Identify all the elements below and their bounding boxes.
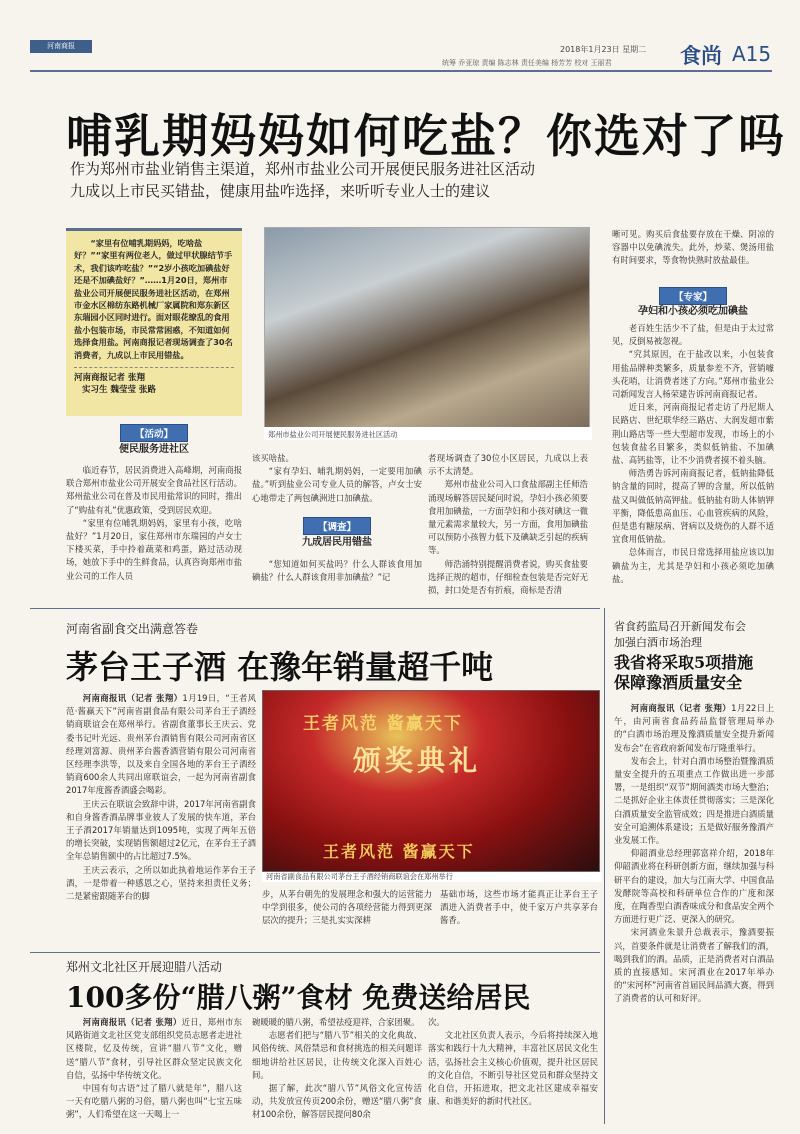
laba-kicker: 郑州文北社区开展迎腊八活动: [66, 960, 223, 974]
maotai-para-3: 王庆云表示，之所以如此执着地运作茅台王子酒，一是带着一种感恩之心，坚持来担责任义务；二是紧密跟随茅台的脚: [66, 864, 256, 902]
sidebar-headline-1: 我省将采取5项措施: [614, 653, 754, 672]
community-event-photo: [264, 227, 590, 429]
tag-activity-label: 【活动】: [120, 424, 188, 442]
main-column-2b: [252, 558, 422, 584]
maotai-column-3: [440, 888, 598, 928]
maotai-byline: 河南商报讯（记者 张翔）: [82, 693, 183, 703]
section-logo-text: 河南商报: [47, 42, 75, 50]
maotai-column-2: [262, 888, 432, 928]
lead-text: “家里有位哺乳期妈妈，吃啥盐好？”“家里有两位老人，做过甲状腺结节手术，我们该咋吃盐？”“2岁小孩吃加碘盐好还是不加碘盐好？”……1月20日，郑州市盐业公司开展便民服务进社区活动，在郑州市金水区棉纺东路机械厂家属院和郑东新区东瑞园小区同时进行。面对眼花缭乱的食用盐小包装市场，市民常常困惑，不知道如何选择食用盐。河南商报记者现场调查了30名消费者，九成以上市民用错盐。: [74, 238, 233, 360]
laba-para-1: [66, 1016, 242, 1082]
sidebar-para-3: 仰韶酒业总经理郭富祥介绍，2018年仰韶酒业将在科研创新方面，继续加强与科研平台的建设，加大与江南大学、中国食品发酵院等高校和科研单位合作的广度和深度，在陶香型白酒香味成分和食品安全两个方面进行更广泛、更深入的研究。: [614, 848, 774, 925]
laba-column-1: [66, 1016, 242, 1122]
laba-para-1-text: 近日，郑州市东风路街道文北社区党支部组织党员志愿者走进社区楼院，忆及传统，宣讲“腊八节”文化，赠送“腊八节”食材，引导社区群众坚定民族文化自信，弘扬中华传统文化。: [66, 1017, 242, 1080]
maotai-col3-para: 基础市场，这些市场才能真正让茅台王子酒进入消费者手中，使千家万户共享茅台酱香。: [440, 889, 598, 926]
section-logo: [30, 40, 92, 53]
maotai-col2-para: 步，从茅台朝先的发展理念和强大的运营能力中学到很多，使公司的各项经营能力得到更深层次的提升；三是扎实实深耕: [262, 889, 432, 926]
expert-title: 孕妇和小孩必须吃加碘盐: [638, 306, 748, 317]
header-credits: 统筹 乔亚琼 责编 陈志林 责任美编 杨芳芳 校对 王丽君: [442, 59, 612, 67]
main-column-1: [66, 464, 242, 583]
laba-col2-para-1: 碗暖暖的腊八粥，希望祛疫迎祥，合家团聚。: [252, 1017, 420, 1027]
maotai-photo-caption: 河南省副食品有限公司茅台王子酒经销商联谊会在郑州举行: [262, 872, 602, 882]
col4-para-4: 近日来，河南商报记者走访了丹尼斯人民路店、世纪联华经三路店、大润发超市紫荆山路店等一些大型超市发现，市场上的小包装食盐名目繁多，类似低钠盐、不加碘盐、高钙盐等，让不少消费者摸不着头脑。: [612, 402, 774, 466]
maotai-para-2: 王庆云在联谊会致辞中讲，2017年河南省副食和自身酱香酒品牌事业彼人了发展的快车道，茅台王子酒2017年销量达到1095吨，实现了两年五倍的增长突破，实现销售额超过2亿元，在茅台王子酒全年总销售额中的占比超过7.5%。: [66, 798, 256, 862]
laba-headline: 100多份“腊八粥”食材 免费送给居民: [66, 981, 531, 1014]
main-headline: 哺乳期妈妈如何吃盐？你选对了吗: [66, 109, 786, 163]
tag-expert-label: 【专家】: [659, 287, 727, 305]
maotai-column-1: [66, 692, 256, 903]
section-name: 食尚: [680, 43, 722, 68]
maotai-event-photo: [262, 690, 600, 872]
col2-para-2: “家有孕妇、哺乳期妈妈，一定要用加碘盐。”听到盐业公司专业人员的解答，卢女士安心地带走了两包碘洲进口加碘盐。: [252, 466, 422, 503]
section-rule-2: [30, 952, 600, 953]
maotai-kicker: 河南省副食交出满意答卷: [66, 622, 199, 636]
sidebar-para-2: 发布会上，针对白酒市场整治暨豫酒质量安全提升的五项重点工作做出进一步部署，一是组织“双节”期间酒类市场大整治；二是抓好企业主体责任贯彻落实；三是深化白酒质量安全监管成效；四是推进白酒质量安全可追溯体系建设；五是做好服务豫酒产业发展工作。: [614, 755, 774, 846]
laba-col3-para-1: 次。: [428, 1017, 445, 1027]
col1-para-2: “家里有位哺乳期妈妈，家里有小孩，吃啥盐好？”1月20日，家住郑州市东瑞园的卢女士下楼买菜，手中拎着蔬菜和鸡蛋，路过活动现场，她放下手中的生鲜食品，认真咨询郑州市盐业公司的工作人员: [66, 517, 242, 581]
photo-banner-center: 颁奖典礼: [353, 744, 482, 777]
laba-col2-para-3: 据了解，此次“腊八节”风俗文化宣传活动，共发放宣传页200余份，赠送“腊八粥”食材100余份，解答居民提问80余: [252, 1083, 422, 1120]
photo-banner-bottom: 王者风范 酱赢天下: [323, 842, 475, 861]
maotai-headline: 茅台王子酒 在豫年销量超千吨: [66, 648, 494, 686]
byline-reporter: 河南商报记者 张翔: [74, 373, 145, 384]
main-subhead-1: 作为郑州市盐业销售主渠道，郑州市盐业公司开展便民服务进社区活动: [70, 160, 536, 178]
main-column-4b: [612, 322, 774, 586]
sidebar-byline: 河南商报讯（记者 张翔）: [630, 703, 732, 713]
tag-activity: [66, 422, 242, 442]
laba-column-2: [252, 1016, 422, 1122]
activity-title: 便民服务进社区: [119, 444, 189, 455]
col3-para-1: 者现场调查了30位小区居民，九成以上表示不太清楚。: [428, 453, 588, 477]
header-rule: [30, 70, 772, 72]
tag-survey-label: 【调查】: [303, 517, 371, 535]
page-number: A15: [732, 42, 772, 66]
sidebar-kicker-2: 加强白酒市场治理: [614, 636, 702, 649]
laba-para-2: 中国有句古语“过了腊八就是年”，腊八这一天有吃腊八粥的习俗，腊八粥也叫“七宝五味粥”，人们希望在这一天喝上一: [66, 1083, 242, 1120]
vertical-rule: [604, 608, 605, 1124]
laba-column-3: [428, 1016, 598, 1108]
col4-para-1: 晰可见。购买后食盐要存放在干燥、阴凉的容器中以免碘流失。此外，炒菜、煲汤用盐有时间要求，等食物快熟时放盐最佳。: [612, 229, 774, 266]
col3-para-3: 师浩涌特别提醒消费者说，购买食盐要选择正规的超市，仔细检查包装是否完好无损，封口处是否有折痕，商标是否清: [428, 558, 588, 596]
sidebar-para-1-text: 1月22日上午，由河南省食品药品监督管理局举办的“白酒市场治理及豫酒质量安全提升新闻发布会”在省政府新闻发布厅隆重举行。: [614, 703, 774, 753]
section-rule-1: [30, 608, 600, 609]
main-column-4: [612, 228, 774, 268]
main-subhead-2: 九成以上市民买错盐，健康用盐咋选择，来听听专业人士的建议: [70, 182, 491, 200]
laba-byline: 河南商报讯（记者 张翔）: [82, 1017, 182, 1027]
photo-banner-top: 王者风范 酱赢天下: [303, 714, 463, 734]
main-column-2: [252, 452, 422, 505]
lead-box: [66, 228, 242, 416]
col4-para-5: 师浩勇告诉河南商报记者，低钠盐降低钠含量的同时，提高了钾的含量，所以低钠盐又叫做低钠高钾盐。低钠盐有助人体钠钾平衡，降低患高血压、心血管疾病的风险，但是患有糖尿病、肾病以及烧伤的人群不适宜食用低钠盐。: [612, 468, 774, 545]
sidebar-headline-2: 保障豫酒质量安全: [614, 673, 743, 692]
col1-para-1: 临近春节，居民消费进入高峰期，河南商报联合郑州市盐业公司开展安全食品社区行活动。郑州盐业公司在普及市民用盐常识的同时，推出了“购盐有礼”优惠政策，受到居民欢迎。: [66, 465, 242, 515]
sidebar-kicker-1: 省食药监局召开新闻发布会: [614, 620, 746, 633]
col4-para-6: 总体而言，市民日常选择用盐应该以加碘盐为主，尤其是孕妇和小孩必须吃加碘盐。: [612, 547, 774, 584]
header-meta: 2018年1月23日 星期二: [560, 45, 647, 54]
survey-title: 九成居民用错盐: [302, 537, 372, 548]
laba-col3-para-2: 文北社区负责人表示，今后将持续深入地落实和践行十九大精神，丰富社区居民文化生活，弘扬社会主义核心价值观，提升社区居民的文化自信，不断引导社区党员和群众坚持文化自信，开拓进取，把文北社区建成幸福安康、和谐美好的新时代社区。: [428, 1030, 598, 1107]
laba-col2-para-2: 志愿者们把与“腊八节”相关的文化典故、风俗传统、风俗禁忌和食材挑选的相关问题详细地讲给社区居民，让传统文化深入百姓心间。: [252, 1030, 422, 1080]
tag-survey: [252, 515, 422, 535]
col3-para-2: 郑州市盐业公司入口食盐部副主任师浩涌现场解答居民疑问时说，孕妇小孩必须要食用加碘盐，一方面孕妇和小孩对碘这一微量元素需求量较大，另一方面，食用加碘盐可以预防小孩智力低下及碘缺乏引起的疾病等。: [428, 479, 588, 556]
maotai-para-1-text: 1月19日，“王者风范·酱赢天下”河南省副食品有限公司茅台王子酒经销商联谊会在郑州举行。省副食董事长王庆云、党委书记叶光远、贵州茅台酒销售有限公司河南省区经理刘富源、贵州茅台酱香酒营销有限公司河南省区经理李洪等，以及来自全国各地的茅台王子酒经销商600余人共同出席联谊会，一起为河南省副食2017年度酱香酒盛会喝彩。: [66, 693, 256, 796]
photo-caption: 郑州市盐业公司开展便民服务进社区活动: [264, 427, 592, 440]
col4-para-2: 老百姓生活少不了盐，但是由于太过常见，反倒易被忽视。: [612, 323, 774, 347]
col4-para-3: “究其原因，在于盐改以来，小包装食用盐品牌种类繁多，质量参差不齐，营销噱头花哨，让消费者迷了方向。”郑州市盐业公司新闻发言人杨荣建告诉河南商报记者。: [612, 349, 774, 400]
byline-interns: 实习生 魏莹莹 张路: [82, 385, 156, 396]
col2-para-1: 该买啥盐。: [252, 453, 294, 463]
sidebar-para-1: [614, 702, 774, 755]
sidebar-body: [614, 702, 774, 1006]
sidebar-para-4: 宋河酒业朱景升总裁表示，豫酒要振兴，首要条件就是让消费者了解我们的酒，喝到我们的酒。品质，正是消费者对白酒品质的直接感知。宋河酒业在2017年举办的“宋河杯”河南省首届民间品酒大赛，得到了消费者的认可和好评。: [614, 927, 774, 1004]
col2-para-3: “您知道如何买盐吗？什么人群该食用加碘盐？什么人群该食用非加碘盐？”记: [252, 559, 422, 583]
main-column-3: [428, 452, 588, 597]
maotai-para-1: [66, 692, 256, 798]
